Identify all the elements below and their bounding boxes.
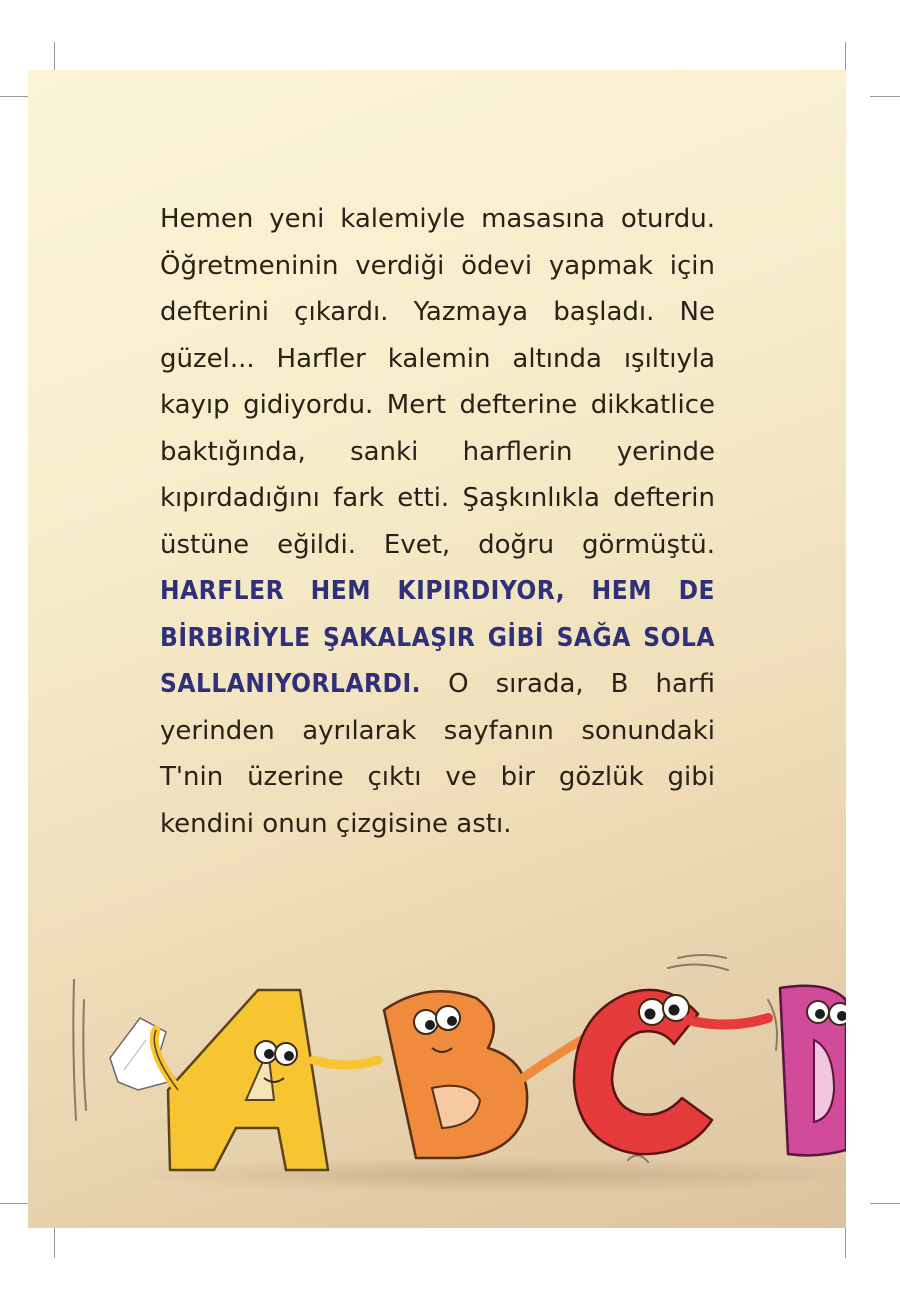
story-paragraph <box>160 196 715 847</box>
story-text-after: O sırada, B harfi yerinden ayrılarak sayfanın sonundaki T'nin üzerine çıktı ve bir gözlük gibi kendini onun çizgisine astı. <box>160 669 715 839</box>
crop-mark-left-bottom <box>0 1203 30 1204</box>
story-text-before: Hemen yeni kalemiyle masasına oturdu. Öğretmeninin verdiği ödevi yapmak için defterini çıkardı. Yazmaya başladı. Ne güzel... Harfler kalemin altında ışıltıyla kayıp gidiyordu. Mert defterine dikkatlice baktığında, sanki harflerin yerinde kıpırdadığını fark etti. Şaşkınlıkla defterin üstüne eğildi. Evet, doğru görmüştü. <box>160 204 715 560</box>
letters-illustration <box>28 940 846 1228</box>
crop-mark-bottom-left <box>54 1228 55 1258</box>
crop-mark-left-top <box>0 96 30 97</box>
letter-a-character <box>154 990 378 1170</box>
crop-mark-right-bottom <box>870 1203 900 1204</box>
crop-mark-right-top <box>870 96 900 97</box>
letter-d-character <box>780 986 846 1156</box>
story-highlight-text: HARFLER HEM KIPIRDIYOR, HEM DE BİRBİRİYLE ŞAKALAŞIR GİBİ SAĞA SOLA SALLANIYORLARDI. <box>160 576 715 699</box>
crop-mark-top-left <box>54 42 55 72</box>
crop-mark-bottom-right <box>845 1228 846 1258</box>
crop-mark-top-right <box>845 42 846 72</box>
letter-b-character <box>384 991 588 1158</box>
letter-c-character <box>574 990 768 1154</box>
ground-shadow <box>118 1157 846 1193</box>
